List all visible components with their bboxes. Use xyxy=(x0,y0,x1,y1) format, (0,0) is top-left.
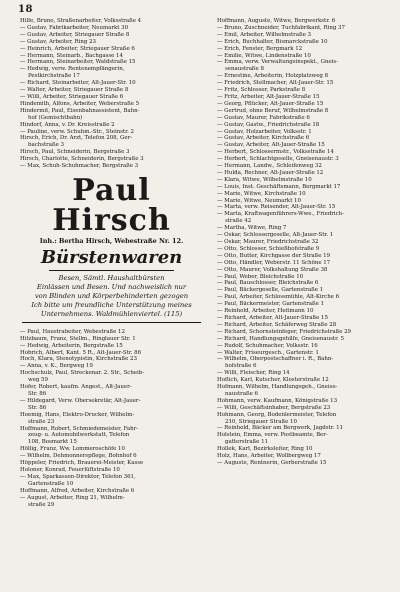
directory-entry: — Klara, Witwe, Wilhelmstraße 10 xyxy=(217,176,312,183)
right-column xyxy=(207,18,394,588)
directory-entry: Hitzbaum, Franz, Stellm., Ringlauer Str. 1 xyxy=(20,335,136,342)
directory-entry: — Paul, Bäckermeister, Gartenstraße 1 xyxy=(217,301,325,308)
directory-entry: — Willi, Fleischer, Ring 14 xyxy=(217,370,290,377)
directory-entry: — Reinhold, Arbeiter, Heitmann 10 xyxy=(217,308,314,315)
directory-entry: — Otto, Butter, Kirchgasse der Straße 19 xyxy=(217,252,331,259)
directory-entry: — Gustav, Arbeiter, Alt-Jauer-Straße 15 xyxy=(217,142,325,149)
ad-line: Einlässen und Besen. Und nachweislich nur xyxy=(36,282,187,291)
directory-entry: Holz, Hans, Arbeiter, Wollbergweg 17 xyxy=(217,453,321,460)
directory-entry: — Fritz, Arbeiter, Alt-Jauer-Straße 15 xyxy=(217,93,320,100)
directory-entry: 108, Bosmarkt 15 xyxy=(28,439,77,446)
directory-entry: — Willi, Geschäftsinhaber, Bergstraße 23 xyxy=(217,404,331,411)
directory-entry: — Marie, Witwe, Kirchstraße 10 xyxy=(217,190,306,197)
directory-entry: Hilfe, Bruno, Straßenarbeiter, Volksstraße 4 xyxy=(20,18,142,24)
directory-entry: — Herbert, Schlossermstr., Volksstraße 14 xyxy=(217,149,334,156)
directory-entry: — Oskar, Maurer, Friedrichstraße 32 xyxy=(217,239,319,245)
ad-owner: Inh.: Bertha Hirsch, Webestraße Nr. 12. xyxy=(39,236,184,245)
directory-entry: — Richard, Arbeiter, Schäferweg Straße 28 xyxy=(217,321,337,328)
left-column-entries-bottom xyxy=(20,329,203,509)
ad-lines xyxy=(22,274,201,319)
directory-entry: — Georg, Pflücker, Alt-Jauer-Straße 15 xyxy=(217,100,324,107)
directory-entry: gatterstraße 11 xyxy=(225,439,268,446)
directory-entry: — Richard, Arbeiter, Alt-Jauer-Straße 15 xyxy=(217,314,328,321)
directory-entry: weg 59 xyxy=(28,377,48,384)
directory-entry: straße 42 xyxy=(225,218,252,225)
directory-entry: — Walter, Friseurgesch., Gartenstr. 1 xyxy=(217,349,319,356)
directory-entry: — Max, Schuh-Schuhmacher, Bergstraße 3 xyxy=(20,163,139,170)
directory-entry: — Hulda, Rechner, Alt-Jauer-Straße 12 xyxy=(217,169,324,176)
directory-entry: — Martha, Witwe, Ring 7 xyxy=(217,225,287,232)
directory-entry: — Marta, verw. Reisender, Alt-Jauer-Str. 15 xyxy=(217,204,336,211)
directory-entry: — Marta, Kraftwagenführers-Wwe., Friedrich- xyxy=(217,211,344,218)
directory-entry: — Gertrud, ohne Beruf, Wilhelmstraße 8 xyxy=(217,107,329,114)
directory-entry: Hobrich, Albert, Kant. 5 R., Alt-Jauer-Str. 86 xyxy=(20,349,142,356)
advertisement xyxy=(20,172,203,323)
directory-entry: Hofer, Robert, kaufm. Angest., Alt-Jauer- xyxy=(20,384,132,391)
directory-entry: — Anna, v. K., Bergweg 19 xyxy=(20,363,93,370)
directory-entry: — Gustav, Arbeiter, Kirchstraße 6 xyxy=(217,135,310,142)
directory-entry: — Erich, Fenster, Bergmark 12 xyxy=(217,45,303,52)
directory-entry: — Hermann, Landw., Schleifenweg 32 xyxy=(217,163,322,170)
directory-entry: — Gustav, Maurer, Fabrikstraße 6 xyxy=(217,114,310,121)
ad-heading: Bürstenwaren xyxy=(40,246,183,268)
directory-entry: — Reinhold, Bäcker am Bergwerk, Jagdstr. 11 xyxy=(217,425,343,432)
directory-entry: Hirsch, Charlotte, Schneiderin, Bergstraße 3 xyxy=(20,156,144,163)
directory-entry: — Paul, Haustrabeiter, Webestraße 12 xyxy=(20,328,125,335)
directory-entry: Holstein, Emma, verw. Postbeamte, Ber- xyxy=(217,432,328,439)
directory-entry: Hoflich, Karl, Kutscher, Klosterstraße 12 xyxy=(217,377,329,384)
directory-entry: — Gustav, Holzarbeiter, Volksstr. 1 xyxy=(217,128,312,135)
directory-entry: — Max, Sparkassen-Direktor, Telefon 361, xyxy=(20,473,136,480)
directory-entry: straße 29 xyxy=(28,501,55,508)
directory-entry: Hoch, Klara, Stenotypistin, Kirchstraße 23 xyxy=(20,356,137,363)
ad-line: Ich bitte um freundliche Unterstützung meines xyxy=(31,300,192,309)
directory-entry: Hofmann, Wilhelm, Handlungsgeh., Gneise- xyxy=(217,384,338,391)
directory-entry: — Paul, Bäckergeselle, Gartenstraße 1 xyxy=(217,287,324,294)
directory-entry: — Hermann, Steinarb., Bachgasse 14 xyxy=(20,52,123,59)
directory-entry: — Gustav, Arbeiter, Striegauer Straße 8 xyxy=(20,31,130,38)
directory-entry: — Hildegard, Verw. Obersekretär, Alt-Jauer- xyxy=(20,397,141,404)
directory-entry: — Heinrich, Arbeiter, Striegauer Straße 6 xyxy=(20,45,135,52)
directory-entry: Hohmann, verw. Kaufmann, Königstraße 13 xyxy=(217,397,338,404)
directory-entry: naustraße 6 xyxy=(225,390,258,397)
directory-entry: — Friedrich, Stellmacher, Alt-Jauer-Str. 15 xyxy=(217,80,334,87)
directory-entry: Hindorf, Anna, v. Dr. Kreisstraße 2 xyxy=(20,121,115,128)
ad-line: von Blinden und Körperbehinderten gezogen xyxy=(34,291,189,300)
directory-entry: — Otto, Schlosser, Schießhofstraße 9 xyxy=(217,245,320,252)
columns xyxy=(20,18,394,588)
directory-entry: — Bruno, Zuschneider, Tuchfabrikant, Ring 37 xyxy=(217,24,345,31)
directory-entry: — Hedwig, Arbeiterin, Bergstraße 15 xyxy=(20,342,123,349)
directory-entry: Hindermit, Paul, Eisenbahnassistent, Bahn- xyxy=(20,107,140,114)
directory-entry: Gartenstraße 10 xyxy=(28,480,74,487)
directory-entry: Höllig, Franz, Ww. Lommeroschöfe 10 xyxy=(20,446,125,453)
directory-entry: — Pauline, verw. Schuhm.-Str., Steinstr. 2 xyxy=(20,128,134,135)
directory-entry: — Fritz, Schlosser, Parkstraße 8 xyxy=(217,87,306,94)
left-column xyxy=(20,18,207,588)
directory-entry: hofstraße 6 xyxy=(225,363,257,370)
directory-entry: — Hermann, Steinarbeiter, Waldstraße 15 xyxy=(20,59,136,66)
directory-entry: Hoffmann, Robert, Schmiedemeister, Fahr- xyxy=(20,425,139,432)
directory-entry: — Emma, verw. Verwaltungsinspekt., Gneis- xyxy=(217,59,339,66)
directory-entry: 210, Striegauer Straße 10 xyxy=(225,418,297,425)
directory-entry: Höppeler, Friedrich, Brauerei-Meister, Kasse xyxy=(20,460,144,467)
directory-entry: Hoemig, Hans, Elektro-Drucker, Wilhelm- xyxy=(20,411,135,418)
directory-entry: bachstraße 3 xyxy=(28,142,64,149)
directory-entry: Str. 86 xyxy=(28,404,47,411)
directory-entry: — Wilhelm, Oberpostschaffner i. R., Bahn- xyxy=(217,356,334,363)
directory-entry: hof (Gemischtbahn) xyxy=(28,114,83,121)
directory-entry: — Otto, Händler, Weberstr. 11 Schöne 17 xyxy=(217,259,331,266)
directory-entry: Hohmann, Georg, Bodenlermeister, Telefon xyxy=(217,411,337,418)
directory-entry: — Hedwig, verw. Rentenempfängerin, xyxy=(20,66,125,73)
directory-entry: straße 23 xyxy=(28,418,55,425)
directory-entry: — Wilhelm, Dehmonnerspflege, Bohnhof 6 xyxy=(20,453,137,460)
directory-entry: — Otto, Maurer, Volkshaltung Straße 38 xyxy=(217,266,328,273)
directory-entry: — Oskar, Schlossergeselle, Alt-Jauer-Str. 1 xyxy=(217,232,334,239)
ad-line: Unternehmens. Waldmühlenviertel. (115) xyxy=(40,309,183,318)
directory-entry: — Richard, Handlungsgehilfe, Gneisenaustr. 5 xyxy=(217,335,344,342)
directory-entry: — Richard, Schornsteinfeger, Friedrichstraße 29 xyxy=(217,328,352,335)
ad-bottom-rule xyxy=(22,322,201,323)
directory-entry: — Richard, Steinarbeiter, Alt-Jauer-Str. 10 xyxy=(20,80,136,87)
directory-entry: Hindemith, Alfons, Arbeiter, Weberstraße 5 xyxy=(20,100,140,107)
directory-entry: Hirsch, Erich, Dr. Arzt, Telefon 208, Ger- xyxy=(20,135,132,142)
directory-entry: — Gustav, Arbeiter, Ring 23 xyxy=(20,38,96,45)
directory-entry: — Auguste, Rentnerin, Gerberstraße 15 xyxy=(217,460,327,466)
directory-entry: — Paul, Weber, Bleichstraße 10 xyxy=(217,273,304,280)
directory-entry: Hochschulz, Paul, Streckenar. 2. Str., Scheib- xyxy=(20,370,145,377)
page-number: 18 xyxy=(18,4,33,15)
directory-entry: Hollek, Karl, Bezirksleiter, Ring 10 xyxy=(217,446,313,453)
directory-entry: zeug- u. Automobilwerkstatt, Telefon xyxy=(28,432,130,439)
directory-entry: Hoffmann, Alfred, Arbeiter, Kirchstraße 6 xyxy=(20,487,135,494)
ad-heading-rule xyxy=(49,270,174,271)
directory-entry: — Gustav, Gastw., Friedrichstraße 18 xyxy=(217,121,320,128)
directory-entry: Hoffmann, Auguste, Witwe, Bergwerkstr. 6 xyxy=(217,18,336,24)
directory-entry: Hirsch, Paul, Schneiderin, Bergstraße 3 xyxy=(20,149,130,156)
directory-entry: — Erich, Buchhalter, Bismarckstraße 10 xyxy=(217,38,328,45)
directory-entry: — Herbert, Schlachtgeselle, Gneisenaustr. 3 xyxy=(217,156,339,163)
ad-line: Besen, Sämtl. Haushaltbürsten xyxy=(58,273,165,282)
directory-entry: — Marie, Witwe, Neumarkt 10 xyxy=(217,197,301,204)
directory-entry: Pestkirchstraße 17 xyxy=(28,73,80,80)
directory-entry: Holoner, Konrad, Feuerlüftstraße 10 xyxy=(20,466,120,473)
directory-entry: — August, Arbeiter, Ring 21, Wilhelm- xyxy=(20,494,125,501)
right-column-entries xyxy=(217,18,394,467)
directory-entry: — Rudolf, Schuhmacher, Volksstr. 16 xyxy=(217,342,318,349)
directory-entry: — Emil, Arbeiter, Wilhelmstraße 3 xyxy=(217,31,311,38)
directory-entry: — Emilie, Witwe, Lindenstraße 10 xyxy=(217,52,311,59)
directory-entry: — Paul, Arbeiter, Schlossmühle, Alt-Kirche 6 xyxy=(217,294,340,301)
directory-entry: senaustraße 8 xyxy=(225,66,264,73)
directory-entry: — Walter, Arbeiter, Striegauer Straße 8 xyxy=(20,87,129,94)
directory-entry: Str. 86 xyxy=(28,391,47,397)
directory-entry: — Willi, Arbeiter, Striegauer Straße 6 xyxy=(20,93,124,100)
directory-entry: — Louis, Inst. Geschäftsmann, Bergmarkt 17 xyxy=(217,183,341,190)
directory-entry: — Paul, Bauschlosser, Bleichstraße 6 xyxy=(217,280,319,287)
ad-title: Paul Hirsch xyxy=(52,172,171,238)
directory-entry: — Gustav, Fabrikarbeiter, Neumarkt 30 xyxy=(20,24,129,31)
directory-entry: — Ernestine, Arbeiterin, Holzplatzweg 8 xyxy=(217,73,329,80)
left-column-entries-top xyxy=(20,18,203,170)
